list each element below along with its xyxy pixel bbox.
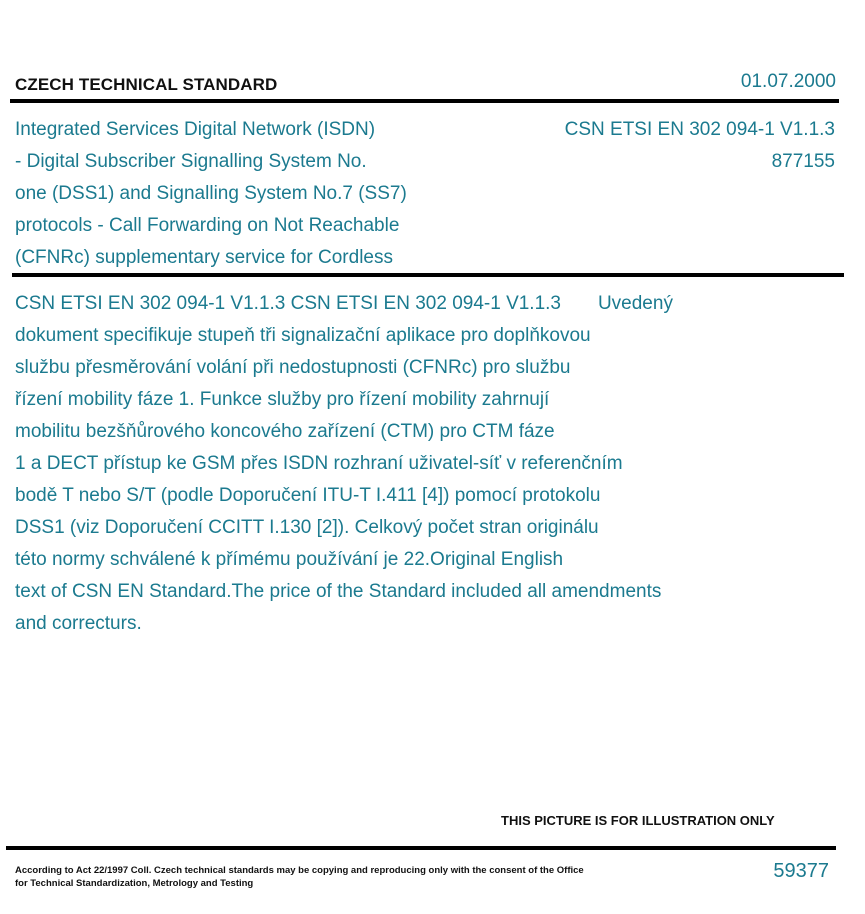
legal-line: for Technical Standardization, Metrology and Testing — [15, 878, 254, 889]
description-line: text of CSN EN Standard.The price of the Standard included all amendments — [15, 581, 662, 602]
description-line: bodě T nebo S/T (podle Doporučení ITU-T I.411 [4]) pomocí protokolu — [15, 485, 601, 506]
header-divider — [10, 99, 839, 103]
title-line: one (DSS1) and Signalling System No.7 (SS7) — [15, 183, 407, 204]
legal-line: According to Act 22/1997 Coll. Czech technical standards may be copying and reproducing only with the consent of the Office — [15, 865, 584, 876]
title-line: (CFNRc) supplementary service for Cordless — [15, 247, 393, 268]
illustration-notice: THIS PICTURE IS FOR ILLUSTRATION ONLY — [501, 813, 775, 828]
standard-identifiers — [565, 114, 835, 178]
description-line: dokument specifikuje stupeň tři signalizační aplikace pro doplňkovou — [15, 325, 591, 346]
title-divider — [12, 273, 844, 277]
title-line: - Digital Subscriber Signalling System No. — [15, 151, 367, 172]
catalog-number: 877155 — [771, 151, 835, 172]
legal-notice — [15, 864, 595, 890]
publication-date: 01.07.2000 — [740, 71, 836, 92]
standard-title — [15, 114, 485, 274]
description-line: této normy schválené k přímému používání je 22.Original English — [15, 549, 564, 570]
footer-divider — [6, 846, 836, 850]
title-line: protocols - Call Forwarding on Not Reachable — [15, 215, 400, 236]
description-line: and correcturs. — [15, 613, 142, 634]
description-line: mobilitu bezšňůrového koncového zařízení (CTM) pro CTM fáze — [15, 421, 555, 442]
description-line: službu přesměrování volání při nedostupnosti (CFNRc) pro službu — [15, 357, 571, 378]
description-line: CSN ETSI EN 302 094-1 V1.1.3 CSN ETSI EN 302 094-1 V1.1.3 Uvedený — [15, 293, 673, 314]
description-text — [15, 288, 760, 640]
standard-code: CSN ETSI EN 302 094-1 V1.1.3 — [564, 119, 835, 140]
description-line: 1 a DECT přístup ke GSM přes ISDN rozhraní uživatel-síť v referenčním — [15, 453, 623, 474]
description-line: řízení mobility fáze 1. Funkce služby pro řízení mobility zahrnují — [15, 389, 550, 410]
description-line: DSS1 (viz Doporučení CCITT I.130 [2]). Celkový počet stran originálu — [15, 517, 599, 538]
header-label: CZECH TECHNICAL STANDARD — [15, 75, 278, 94]
document-number: 59377 — [773, 860, 829, 882]
title-line: Integrated Services Digital Network (ISDN) — [15, 119, 376, 140]
